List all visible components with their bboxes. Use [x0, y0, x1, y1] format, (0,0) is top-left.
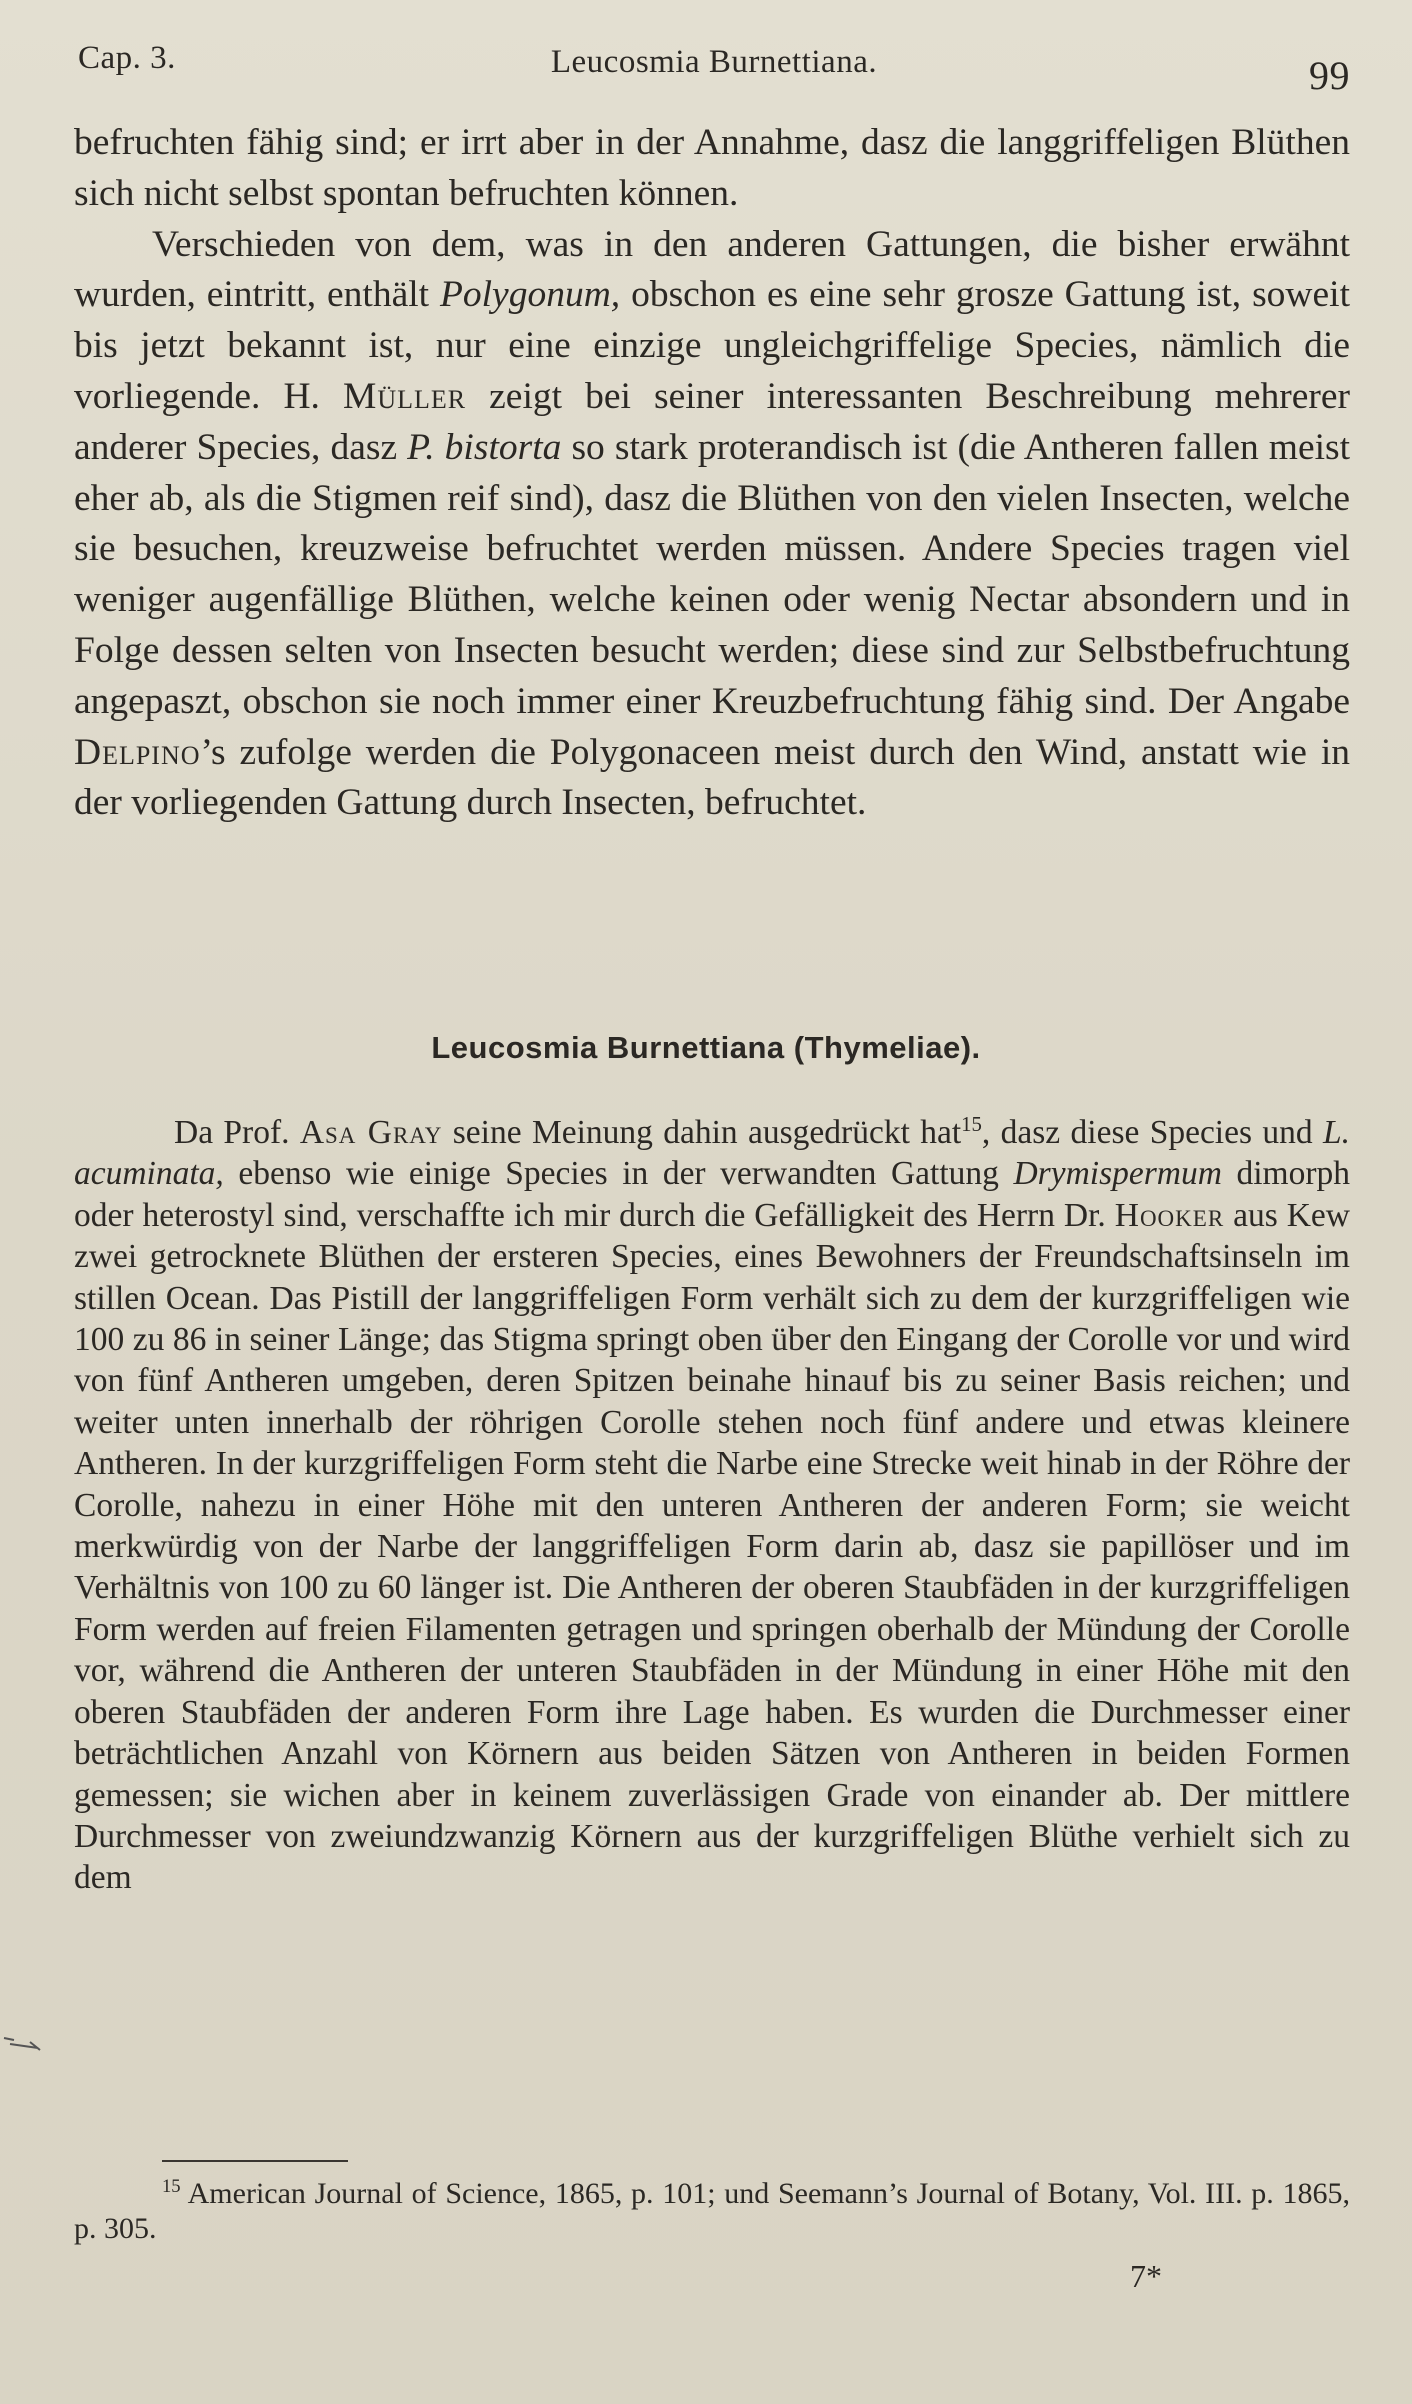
- running-header: [78, 40, 1350, 100]
- text-run: Da Prof.: [174, 1114, 300, 1151]
- footnote-number: 15: [162, 2176, 181, 2197]
- paragraph-continued: befruchten fähig sind; er irrt aber in der Annahme, dasz die langgriffeligen Blüthen sich nicht selbst spontan befruchten können.: [74, 122, 1350, 214]
- main-text-top: [74, 118, 1350, 829]
- taxon-name: L. acuminata,: [74, 1114, 1350, 1193]
- section-heading: Leucosmia Burnettiana (Thymeliae).: [431, 1030, 981, 1065]
- author-name: Delpino: [74, 731, 201, 773]
- footnote-text: [74, 2176, 1350, 2246]
- footnote: [74, 2176, 1350, 2246]
- text-run: ebenso wie einige Species in der verwandten Gattung: [223, 1155, 1014, 1193]
- text-run: , dasz diese Species und: [981, 1114, 1323, 1151]
- author-name: Asa Gray: [299, 1114, 443, 1151]
- text-run: zeigt bei seiner interessanten Beschreibung mehrerer anderer Species, dasz: [74, 375, 1350, 468]
- signature-mark: 7*: [1130, 2258, 1162, 2294]
- chapter-label: Cap. 3.: [78, 40, 176, 76]
- taxon-name: Polygonum,: [439, 274, 621, 316]
- footnote-body: American Journal of Science, 1865, p. 101; und Seemann’s Journal of Botany, Vol. III. p. 1865, p. 305.: [74, 2177, 1350, 2245]
- text-run: aus Kew zwei getrocknete Blüthen der ersteren Species, eines Bewohners der Freundschaftsinseln im stillen Ocean. Das Pistill der langgriffeligen Form verhält sich zu dem der kurzgriffeligen wie 100 zu 86 in seiner Länge; das Stigma springt oben über den Eingang der Corolle vor und wird von fünf Antheren umgeben, deren Spitzen beinahe hinauf bis zu seiner Basis reichen; und weiter unten innerhalb der röhrigen Corolle stehen noch fünf andere und etwas kleinere Antheren. In der kurzgriffeligen Form steht die Narbe eine Strecke weit hinab in der Röhre der Corolle, nahezu in einer Höhe mit den unteren Antheren der anderen Form; sie weicht merkwürdig von der Narbe der langgriffeligen Form darin ab, dasz sie papillöser und im Verhältnis von 100 zu 60 länger ist. Die Antheren der oberen Staubfäden in der kurzgriffeligen Form werden auf freien Filamenten getragen und springen oberhalb der Mündung der Corolle vor, während die Antheren der unteren Staubfäden in der Mündung in einer Höhe mit den oberen Staubfäden der anderen Form ihre Lage haben. Es wurden die Durchmesser einer beträchtlichen Anzahl von Körnern aus beiden Sätzen von Antheren in beiden Formen gemessen; sie wichen aber in keinem zuverlässigen Grade von einander ab. Der mittlere Durchmesser von zweiundzwanzig Körnern aus der kurzgriffeligen Blüthe verhielt sich zu dem: [74, 1196, 1350, 1897]
- paragraph-leucosmia: [74, 1112, 1350, 1899]
- text-run: ’s zufolge werden die Polygonaceen meist durch den Wind, anstatt wie in der vorliegenden Gattung durch Insecten, befruchtet.: [74, 731, 1350, 824]
- footnote-reference: 15: [961, 1112, 982, 1136]
- text-run: so stark proterandisch ist (die Antheren fallen meist eher ab, als die Stigmen reif sind), dasz die Blüthen von den vielen Insecten, welche sie besuchen, kreuzweise befruchtet werden müssen. Andere Species tragen viel weniger augenfällige Blüthen, welche keinen oder wenig Nectar absondern und in Folge dessen selten von Insecten besucht werden; diese sind zur Selbstbefruchtung angepaszt, obschon sie noch immer einer Kreuzbefruchtung fähig sind. Der Angabe: [74, 426, 1351, 722]
- text-run: dimorph oder heterostyl sind, verschaffte ich mir durch die Gefälligkeit des Herrn Dr.: [74, 1155, 1350, 1234]
- paragraph-polygonum: [74, 220, 1350, 830]
- margin-pencil-mark: [0, 2030, 44, 2056]
- text-run: seine Meinung dahin ausgedrückt hat: [442, 1114, 962, 1151]
- footnote-divider: [162, 2160, 348, 2162]
- text-run: obschon es eine sehr grosze Gattung ist, soweit bis jetzt bekannt ist, nur eine einzige ungleichgriffelige Species, nämlich die vorliegende. H.: [74, 274, 1350, 417]
- taxon-name: P. bistorta: [407, 426, 562, 468]
- main-text-leucosmia: [74, 1112, 1350, 1899]
- author-name: Müller: [342, 375, 467, 417]
- running-title: Leucosmia Burnettiana.: [550, 44, 878, 80]
- author-name: Hooker: [1114, 1196, 1225, 1234]
- page-number: 99: [1309, 53, 1350, 98]
- text-run: Verschieden von dem, was in den anderen Gattungen, die bisher erwähnt wurden, eintritt, enthält: [74, 223, 1350, 316]
- taxon-name: Drymispermum: [1013, 1155, 1222, 1193]
